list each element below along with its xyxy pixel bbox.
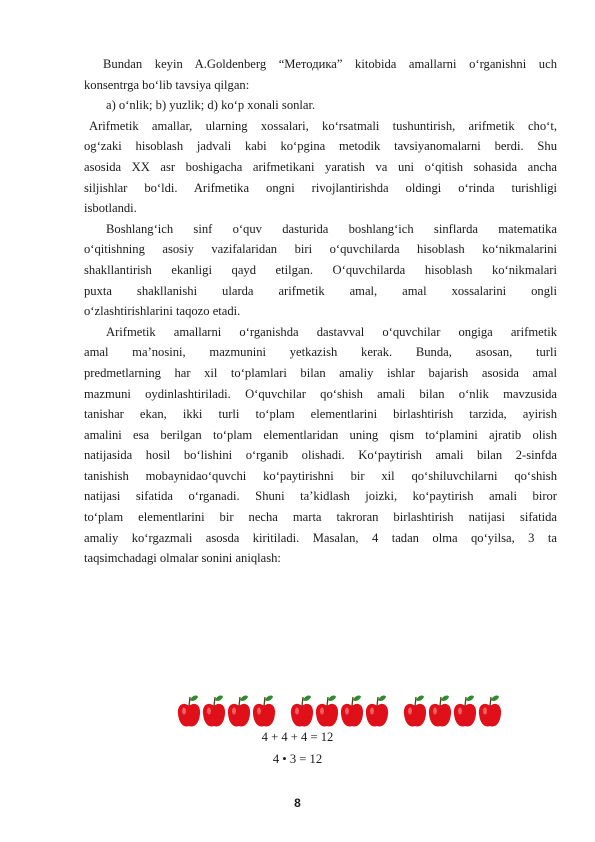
apple-icon (341, 695, 363, 726)
paragraph-4-line-1: Arifmetik amallarni o‘rganishda dastavval o‘quvchilar ongiga arifmetik (106, 324, 557, 339)
apple-icon (366, 695, 388, 726)
paragraph-4-line-8: tanishish mobaynidao‘quvchi ko‘paytirishni bir xil qo‘shiluvchilarni qo‘shish (84, 468, 557, 483)
paragraph-4-line-10: to‘plam elementlarini bir necha marta takroran birlashtirish natijasi sifatida (84, 510, 557, 525)
paragraph-3-line-3: shakllantirish ekanligi qayd etilgan. O‘quvchilarda hisoblash ko‘nikmalari (84, 262, 557, 277)
apple-icon (291, 695, 313, 726)
paragraph-4-line-4: mazmuni oydinlashtiriladi. O‘quvchilar qo‘shish amali bilan o‘nlik mavzusida (84, 386, 557, 401)
paragraph-3-line-4: puxta shakllanishi ularda arifmetik amal, amal xossalarini ongli (84, 283, 557, 298)
paragraph-4-line-5: tanishar ekan, ikki turli to‘plam elementlarini birlashtirish tarzida, ayirish (84, 407, 557, 422)
apple-icon (404, 695, 426, 726)
paragraph-1-line-1: Bundan keyin A.Goldenberg “Методика” kitobida amallarni o‘rganishni uch (103, 57, 557, 71)
formula-multiplication: 4 • 3 = 12 (272, 752, 323, 766)
apple-icon (228, 695, 250, 726)
apple-illustration (0, 694, 595, 734)
apple-icon (178, 695, 200, 726)
apple-icon (479, 695, 501, 726)
paragraph-4-line-9: natijasi sifatida o‘rganadi. Shuni ta’kidlash joizki, ko‘paytirish amali biror (84, 489, 557, 504)
apple-icon (316, 695, 338, 726)
paragraph-3-line-5: o‘zlashtirishlarini taqozo etadi. (84, 304, 241, 319)
apple-icon (429, 695, 451, 726)
paragraph-2-line-3: asosida XX asr boshigacha arifmetikani yaratish va uni o‘qitish sohasida ancha (84, 159, 557, 174)
apple-group (178, 695, 275, 726)
page-number: 8 (294, 796, 301, 810)
paragraph-4-line-6: amalini esa berilgan to‘plam elementlaridan uning qism to‘plamini ajratib olish (84, 427, 557, 442)
paragraph-4-line-2: amal ma’nosini, mazmunini yetkazish kerak. Bunda, asosan, turli (84, 345, 557, 360)
apple-icon (203, 695, 225, 726)
paragraph-2-line-2: og‘zaki hisoblash jadvali kabi ko‘pgina metodik tavsiyanomalarni berdi. Shu (84, 139, 557, 154)
paragraph-2-line-1: Arifmetik amallar, ularning xossalari, ko‘rsatmali tushuntirish, arifmetik cho‘t, (89, 118, 557, 133)
apple-group (291, 695, 388, 726)
paragraph-4-line-3: predmetlarning har xil to‘plamlari bilan amaliy ishlar bajarish asosida amal (84, 365, 557, 380)
paragraph-4-line-11: amaliy ko‘rgazmali asosda kiritiladi. Masalan, 4 tadan olma qo‘yilsa, 3 ta (84, 530, 557, 545)
paragraph-4-line-12: taqsimchadagi olmalar sonini aniqlash: (84, 551, 281, 566)
apple-group (404, 695, 501, 726)
apple-icon (253, 695, 275, 726)
paragraph-3-line-2: o‘qitishning asosiy vazifalaridan biri o‘quvchilarda hisoblash ko‘nikmalarini (84, 242, 557, 257)
paragraph-2-line-5: isbotlandi. (84, 201, 137, 216)
list-concentres: a) o‘nlik; b) yuzlik; d) ko‘p xonali sonlar. (106, 98, 316, 113)
paragraph-2-line-4: siljishlar bo‘ldi. Arifmetika ongni rivojlantirishda oldingi o‘rinda turishligi (84, 180, 557, 195)
paragraph-4-line-7: natijasida hosil bo‘lishini o‘rganib olishadi. Ko‘paytirish amali bilan 2-sinfda (84, 448, 557, 463)
apple-icon (454, 695, 476, 726)
paragraph-1-line-2: konsentrga bo‘lib tavsiya qilgan: (84, 77, 250, 92)
page-body (84, 54, 557, 569)
formula-addition: 4 + 4 + 4 = 12 (261, 730, 334, 744)
paragraph-3-line-1: Boshlang‘ich sinf o‘quv dasturida boshlang‘ich sinflarda matematika (106, 221, 557, 236)
